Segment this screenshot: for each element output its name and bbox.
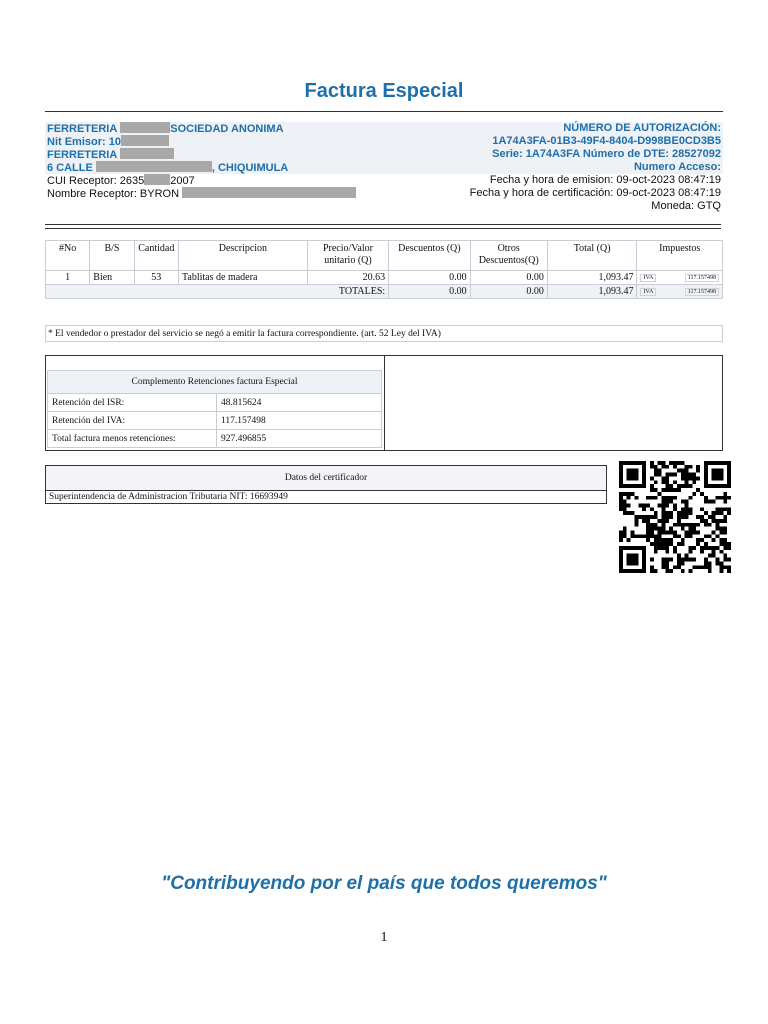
table-row xyxy=(46,271,723,285)
retencion-value: 927.496855 xyxy=(217,430,382,448)
tax-value: 117.157498 xyxy=(685,288,719,296)
complemento-table xyxy=(47,370,382,448)
redaction xyxy=(182,187,356,198)
header-row-6 xyxy=(45,187,723,200)
fecha-certificacion: Fecha y hora de certificación: 09-oct-2023 08:47:19 xyxy=(469,187,721,199)
redaction xyxy=(121,135,169,146)
tax-name: IVA xyxy=(640,288,656,296)
retencion-label: Retención del IVA: xyxy=(48,412,217,430)
redaction xyxy=(144,174,170,185)
document-title: Factura Especial xyxy=(304,80,464,102)
autorizacion-number: 1A74A3FA-01B3-49F4-8404-D998BE0CD3B5 xyxy=(492,135,721,147)
totals-descuentos: 0.00 xyxy=(389,285,470,299)
header-row-1 xyxy=(45,122,723,135)
header-row-5 xyxy=(45,174,723,187)
items-header-row xyxy=(46,241,723,271)
totals-impuestos xyxy=(637,285,723,299)
col-header: Otros Descuentos(Q) xyxy=(470,241,547,271)
cell-impuestos xyxy=(637,271,723,285)
table-row xyxy=(48,412,382,430)
page-number: 1 xyxy=(380,930,388,945)
totals-total: 1,093.47 xyxy=(547,285,637,299)
title-divider xyxy=(45,111,723,112)
moneda: Moneda: GTQ xyxy=(651,200,721,212)
cell-descripcion: Tablitas de madera xyxy=(179,271,308,285)
emisor-address: 6 CALLE , CHIQUIMULA xyxy=(47,162,289,174)
header-row-4 xyxy=(45,161,723,174)
serie-dte: Serie: 1A74A3FA Número de DTE: 28527092 xyxy=(492,148,721,160)
cui-receptor: CUI Receptor: 2635 2007 xyxy=(47,175,195,187)
tax-name: IVA xyxy=(640,274,656,282)
col-header: Precio/Valor unitario (Q) xyxy=(307,241,388,271)
retencion-value: 117.157498 xyxy=(217,412,382,430)
table-row xyxy=(48,394,382,412)
emisor-commercial-name: FERRETERIA xyxy=(47,148,174,162)
legal-note: * El vendedor o prestador del servicio se negó a emitir la factura correspondiente. (art. 52 Ley del IVA) xyxy=(45,325,723,342)
header-row-3 xyxy=(45,148,723,161)
cell-total: 1,093.47 xyxy=(547,271,637,285)
fecha-emision: Fecha y hora de emision: 09-oct-2023 08:47:19 xyxy=(489,174,721,186)
table-row xyxy=(48,430,382,448)
col-header: Descuentos (Q) xyxy=(389,241,470,271)
autorizacion-label: NÚMERO DE AUTORIZACIÓN: xyxy=(563,122,721,134)
cell-bs: Bien xyxy=(90,271,134,285)
emisor-name: FERRETERIA SOCIEDAD ANONIMA xyxy=(47,123,284,135)
certificador-value: Superintendencia de Administracion Tributaria NIT: 16693949 xyxy=(46,491,607,504)
totals-row xyxy=(46,285,723,299)
redaction xyxy=(120,148,174,159)
slogan: "Contribuyendo por el país que todos queremos" xyxy=(161,873,607,894)
cell-descuentos: 0.00 xyxy=(389,271,470,285)
col-header: #No xyxy=(46,241,90,271)
col-header: B/S xyxy=(90,241,134,271)
retencion-value: 48.815624 xyxy=(217,394,382,412)
redaction xyxy=(96,161,212,172)
nit-emisor: Nit Emisor: 10 xyxy=(47,135,169,149)
totals-label: TOTALES: xyxy=(46,285,389,299)
certificador-table xyxy=(45,465,607,504)
certificador-title: Datos del certificador xyxy=(46,466,607,491)
qr-code-icon xyxy=(619,459,731,575)
col-header: Impuestos xyxy=(637,241,723,271)
complemento-title: Complemento Retenciones factura Especial xyxy=(48,371,382,394)
col-header: Descripcion xyxy=(179,241,308,271)
items-table xyxy=(45,240,723,299)
nombre-receptor: Nombre Receptor: BYRON xyxy=(47,187,356,201)
complemento-box-divider xyxy=(384,355,385,451)
numero-acceso: Numero Acceso: xyxy=(633,161,721,173)
col-header: Cantidad xyxy=(134,241,178,271)
cell-otros: 0.00 xyxy=(470,271,547,285)
totals-otros: 0.00 xyxy=(470,285,547,299)
header-row-7 xyxy=(45,200,723,213)
retencion-label: Total factura menos retenciones: xyxy=(48,430,217,448)
cell-precio: 20.63 xyxy=(307,271,388,285)
cell-no: 1 xyxy=(46,271,90,285)
redaction xyxy=(120,122,170,133)
header-row-2 xyxy=(45,135,723,148)
double-divider xyxy=(45,224,721,229)
col-header: Total (Q) xyxy=(547,241,637,271)
retencion-label: Retención del ISR: xyxy=(48,394,217,412)
cell-cantidad: 53 xyxy=(134,271,178,285)
tax-value: 117.157498 xyxy=(685,274,719,282)
